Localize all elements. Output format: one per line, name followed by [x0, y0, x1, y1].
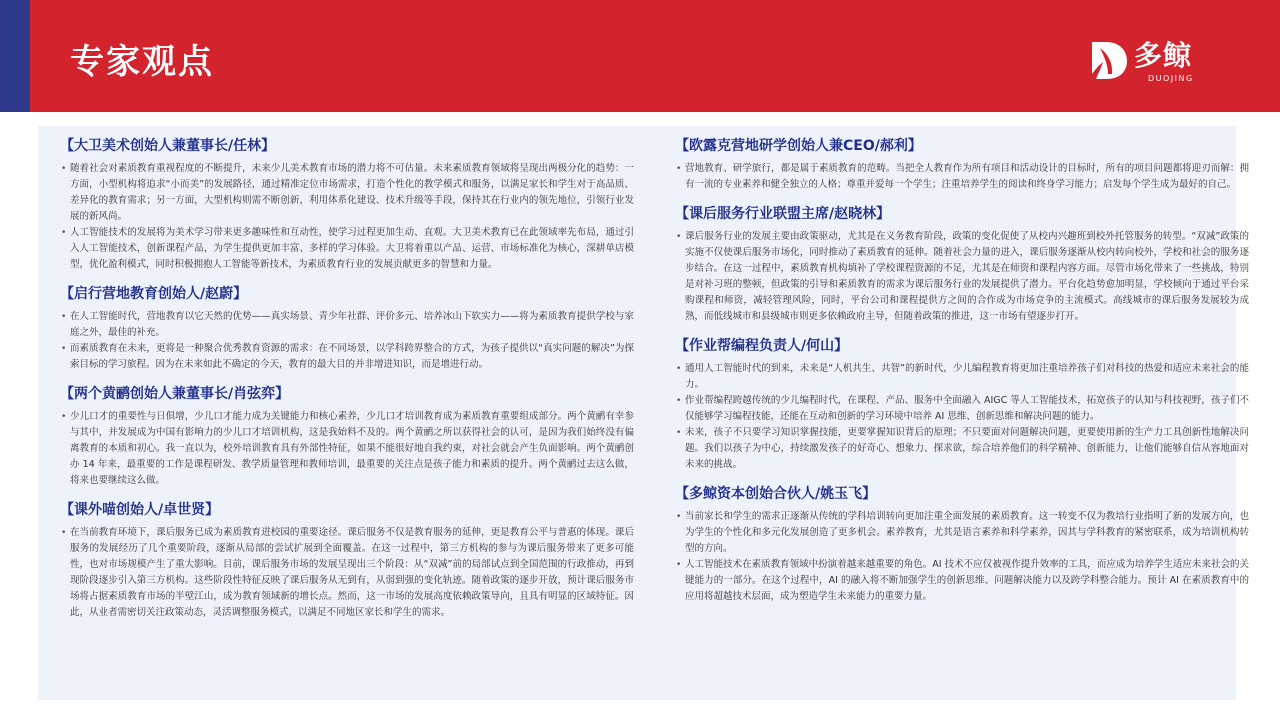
right-column: [675, 136, 1249, 616]
brand-name-cn: 多鲸: [1134, 39, 1193, 72]
opinion-item: • 营地教育、研学旅行，都是属于素质教育的范畴。当把全人教育作为所有项目和活动设计的目标时，所有的项目问题都将迎刃而解：拥有一流的专业素养和健全独立的人格；尊重并爱每一个学生；注重培养学生的阅读和终身学习能力；启发每个学生成为最好的自己。: [675, 161, 1249, 193]
opinion-list: [675, 361, 1249, 473]
opinion-list: [60, 161, 634, 273]
expert-section: [675, 204, 1249, 325]
expert-section: [60, 384, 634, 489]
opinion-item: • 在当前教育环境下，课后服务已成为素质教育进校园的重要途径。课后服务不仅是教育服务的延伸，更是教育公平与普惠的体现。课后服务的发展经历了几个重要阶段，逐渐从局部的尝试扩展到全面覆盖。在这一过程中，第三方机构的参与为课后服务带来了更多可能性，也对市场规模产生了重大影响。目前，课后服务市场的发展呈现出三个阶段：从“双减”前的局部试点到全国范围的行政推动，再到现阶段逐步引入第三方机构。这些阶段性特征反映了课后服务从无到有，从弱到强的变化轨迹。随着政策的逐步开放，预计课后服务市场将占据素质教育市场的半壁江山，成为教育领域新的增长点。然而，这一市场的发展高度依赖政策导向，且具有明显的区域特征。因此，从业者需密切关注政策动态，灵活调整服务模式，以满足不同地区家长和学生的需求。: [60, 525, 634, 621]
expert-heading: 【欧露克营地研学创始人兼CEO/郝利】: [675, 138, 922, 154]
expert-heading: 【大卫美术创始人兼董事长/任林】: [60, 138, 276, 154]
opinion-list: [60, 309, 634, 373]
expert-heading: 【课后服务行业联盟主席/赵晓林】: [675, 206, 891, 222]
expert-section: [675, 136, 1249, 193]
expert-section: [60, 284, 634, 373]
expert-section: [675, 336, 1249, 473]
page-title: 专家观点: [70, 42, 214, 82]
opinion-item: • 人工智能技术在素质教育领域中扮演着越来越重要的角色。AI 技术不应仅被视作提升效率的工具，而应成为培养学生适应未来社会的关键能力的一部分。在这个过程中，AI 的融入将不断加强学生的创新思维、问题解决能力以及跨学科整合能力。预计 AI 在素质教育中的应用将超越技术层面，成为塑造学生未来能力的重要力量。: [675, 557, 1249, 605]
opinion-item: • 随着社会对素质教育重视程度的不断提升，未来少儿美术教育市场的潜力将不可估量。未来素质教育领域将呈现出两极分化的趋势：一方面，小型机构将追求“小而美”的发展路径，通过精准定位市场需求，打造个性化的教学模式和服务，以满足家长和学生对于高品质、差异化的教育需求；另一方面，大型机构则需不断创新，利用体系化建设、技术升级等手段，保持其在行业内的领先地位，引领行业发展的新风尚。: [60, 161, 634, 225]
opinion-list: [60, 409, 634, 489]
brand-logo: [1086, 38, 1206, 88]
opinion-item: • 人工智能技术的发展将为美术学习带来更多趣味性和互动性，使学习过程更加生动、直观。大卫美术教育已在此领域率先布局，通过引入人工智能技术，创新课程产品，为学生提供更加丰富、多样的学习体验。大卫将着重以产品、运营、市场标准化为核心，深耕单店模型，优化盈利模式，同时积极拥抱人工智能等新技术，为素质教育行业的发展贡献更多的智慧和力量。: [60, 225, 634, 273]
whale-logo-icon: [1086, 38, 1130, 82]
opinion-item: • 未来，孩子不只要学习知识掌握技能，更要掌握知识背后的原理；不只要面对问题解决问题，更要使用新的生产力工具创新性地解决问题。我们以孩子为中心，持续激发孩子的好奇心、想象力、探求欲，综合培养他们的科学精神、创新能力，让他们能够自信从容地面对未来的挑战。: [675, 425, 1249, 473]
header-banner: [0, 0, 1280, 112]
left-column: [60, 136, 634, 632]
opinion-list: [60, 525, 634, 621]
opinion-list: [675, 509, 1249, 605]
expert-heading: 【作业帮编程负责人/何山】: [675, 338, 849, 354]
expert-heading: 【两个黄鹂创始人兼董事长/肖弦弈】: [60, 386, 290, 402]
expert-section: [675, 484, 1249, 605]
opinion-item: • 少儿口才的重要性与日俱增，少儿口才能力成为关键能力和核心素养，少儿口才培训教育成为素质教育重要组成部分。两个黄鹂有幸参与其中，并发展成为中国有影响力的少儿口才培训机构，这是我始料不及的。两个黄鹂之所以获得社会的认可，是因为我们始终没有偏离教育的本质和初心。我一直以为，校外培训教育具有外部性特征，如果不能很好地自我约束，对社会就会产生负面影响。两个黄鹂创办 14 年来，最重要的工作是课程研发、教学质量管理和教师培训，最重要的关注点是孩子能力和素质的提升。两个黄鹂过去这么做，将来也要继续这么做。: [60, 409, 634, 489]
opinion-item: • 在人工智能时代，营地教育以它天然的优势——真实场景、青少年社群、评价多元、培养冰山下软实力——将为素质教育提供学校与家庭之外，最佳的补充。: [60, 309, 634, 341]
expert-section: [60, 500, 634, 621]
expert-heading: 【启行营地教育创始人/赵蔚】: [60, 286, 248, 302]
opinion-list: [675, 161, 1249, 193]
brand-name-en: DUOJING: [1148, 74, 1194, 83]
expert-heading: 【课外喵创始人/卓世贤】: [60, 502, 220, 518]
expert-section: [60, 136, 634, 273]
opinion-list: [675, 229, 1249, 325]
expert-heading: 【多鲸资本创始合伙人/姚玉飞】: [675, 486, 877, 502]
opinion-item: • 当前家长和学生的需求正逐渐从传统的学科培训转向更加注重全面发展的素质教育。这一转变不仅为教培行业指明了新的发展方向，也为学生的个性化和多元化发展创造了更多机会。素养教育，尤其是语言素养和科学素养，因其与学科教育的紧密联系，成为培训机构转型的方向。: [675, 509, 1249, 557]
opinion-item: • 课后服务行业的发展主要由政策驱动，尤其是在义务教育阶段，政策的变化促使了从校内兴趣班到校外托管服务的转型。“双减”政策的实施不仅使课后服务市场化，同时推动了素质教育的延伸。随着社会力量的进入，课后服务逐渐从校内转向校外，学校和社会的服务逐步结合。在这一过程中，素质教育机构填补了学校课程资源的不足，尤其是在师资和课程内容方面。尽管市场化带来了一些挑战，特别是对补习班的整顿，但政策的引导和素质教育的需求为课后服务行业的发展提供了潜力。平台化趋势愈加明显，学校倾向于通过平台采购课程和师资，减轻管理风险，同时，平台公司和课程提供方之间的合作成为市场竞争的主流模式。高线城市的课后服务发展较为成熟，而低线城市和县级城市则更多依赖政府主导，但随着政策的推进，这一市场有望逐步打开。: [675, 229, 1249, 325]
opinion-item: • 作业帮编程跨越传统的少儿编程时代，在课程、产品、服务中全面融入 AIGC 等人工智能技术，拓宽孩子的认知与科技视野，孩子们不仅能够学习编程技能，还能在互动和创新的学习环境中培养 AI 思维、创新思维和解决问题的能力。: [675, 393, 1249, 425]
opinion-item: • 通用人工智能时代的到来，未来是“人机共生、共智”的新时代，少儿编程教育将更加注重培养孩子们对科技的热爱和适应未来社会的能力。: [675, 361, 1249, 393]
opinion-item: • 而素质教育在未来，更将是一种聚合优秀教育资源的需求：在不同场景，以学科跨界整合的方式，为孩子提供以“真实问题的解决”为探索目标的学习旅程。因为在未来如此不确定的今天，教育的最大目的并非增进知识，而是增进行动。: [60, 341, 634, 373]
header-accent-bar: [0, 0, 30, 112]
content-panel: [38, 126, 1249, 700]
